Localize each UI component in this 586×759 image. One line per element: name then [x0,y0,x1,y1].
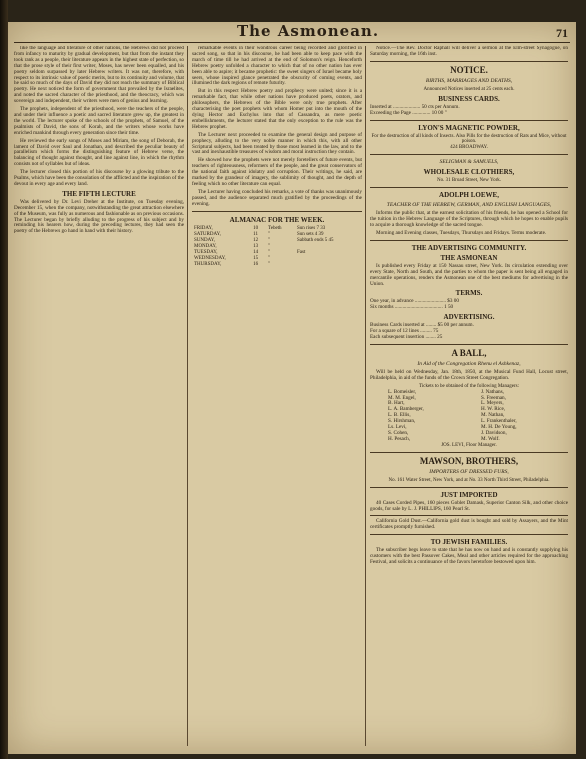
seligman-heading: WHOLESALE CLOTHIERS, [423,168,515,177]
manager-name: M. Nathan, [481,412,505,419]
manager-name: L. Meyers, [481,400,504,407]
divider [370,120,568,121]
manager-name: M. H. De Young, [481,424,517,431]
adolph-times: Morning and Evening classes, Tuesdays, Thursdays and Fridays. Terms moderate. [376,229,547,236]
seligman-address: No. 31 Broad Street, New York. [436,178,502,184]
manager-name: L. B. Ellis, [388,412,411,419]
manager-name: L. Frankenthaler, [481,418,517,425]
adolph-subheading: TEACHER OF THE HEBREW, GERMAN, AND ENGLISH LANGUAGES, [386,202,552,209]
asmonean-heading: THE ASMONEAN [440,253,498,262]
almanac-cell: " [268,261,271,267]
masthead: The Asmonean. [236,22,380,40]
column-3 [370,46,568,746]
notice-text: Notice.—The Rev. Doctor Raphall will deliver a sermon at the Elm-street Synagogue, on Saturday morning, the 16th inst. [370,46,568,57]
manager-name: H. Pesach, [388,435,411,442]
manager-name: L. Bomeisler, [388,388,417,395]
terms-heading: TERMS. [455,289,483,298]
almanac-cell: SATURDAY, [194,231,221,237]
newspaper-page [8,22,576,754]
book-spine [0,0,8,759]
lyons-heading: LYON'S MAGNETIC POWDER, [418,123,520,132]
almanac-title: ALMANAC FOR THE WEEK. [229,215,325,224]
almanac-cell: 12 [253,237,259,243]
mawson-heading: MAWSON, BROTHERS, [419,455,519,466]
almanac-cell [295,262,362,268]
almanac-table [192,226,362,268]
almanac-cell: WEDNESDAY, [194,255,226,261]
terms-line: One year, in advance ........................ $3 00 [370,298,459,305]
divider [370,344,568,345]
article-paragraph: The Lecturer having concluded his remarks, a vote of thanks was unanimously passed, and the audience separated much gratified by the proceedings of the evening. [192,188,362,207]
almanac-cell: 15 [253,255,259,261]
lyons-text: For the destruction of all kinds of Insects. Also Pills for the destruction of Rats and Mice, without poison. [371,133,567,145]
divider [370,452,568,453]
almanac-cell: Fast [297,249,306,255]
ball-heading: A BALL, [451,347,487,358]
divider [370,187,568,188]
manager-name: S. Hirshman, [388,418,416,425]
article-paragraph: But in this respect Hebrew poetry and prophecy were united; since it is a remarkable fact, that while other nations have produced poets, orators, and philosophers, the Hebrews of the Bible were only true prophets. After characterising the poet prophets with whom Homer put into the mouth of the dying Hector and Eschylus into that of Cassandra, as mere poetic embellishments, the lecturer stated that the only exception to the rule was the Hebrew prophet. [192,88,362,130]
article-paragraph: He reviewed the early songs of Moses and Miriam, the song of Deborah, the lament of David over Saul and Jonathan, and described the peculiar beauty of parallelism which forms the distinguishing feature of Hebrew verse, the balancing of thought against thought, and line against line, in which the rhythm consists not of syllables but of ideas. [14,137,184,168]
manager-name: J. Nathans, [481,388,504,395]
article-paragraph: The lecturer closed this portion of his discourse by a glowing tribute to the Psalms, which have been the consolation of the afflicted and the inspiration of the devout in every age and every land. [14,169,184,187]
ball-text: Will be held on Wednesday, Jan. 18th, 1850, at the Musical Fund Hall, Locust street, Philadelphia, in aid of the funds of the Crown Street Congregation. [370,368,568,381]
adolph-text: Informs the public that, at the earnest solicitation of his friends, he has opened a School for the tuition in the Hebrew Language of the Scriptures, through which he hopes to enable pupils to acquire a thorough knowledge of the sacred tongue. [370,210,568,228]
divider [370,534,568,535]
almanac-cell: TUESDAY, [194,249,218,255]
divider [370,154,568,155]
manager-name: M. Wolf. [481,435,500,442]
adv-rate-line: For a square of 12 lines ......... 75 [370,328,439,335]
manager-name: M. M. Engel, [388,394,416,401]
ball-managers-list [370,390,568,443]
business-cards-heading: BUSINESS CARDS. [438,94,500,103]
article-paragraph: The Lecturer next proceeded to examine the general design and purpose of prophecy, alluding to the very noble manner in which this, with all other Scriptural subjects, had been treated by those most learned in the law, and to the vast and inexhaustible treasures of wisdom and moral instruction they contain. [192,131,362,156]
column-1 [14,46,184,746]
imported-heading: JUST IMPORTED [440,490,498,499]
almanac-cell: Sun rises 7 33 [297,225,326,231]
article-paragraph: The prophets, independent of the priesthood, were the teachers of the people, and under their influence a poetic and sacred literature grew up, the greatest in the world. The lecturer spoke of the schools of the prophets, of Samuel, of the psalmists of David, the sons of Korah, and the writers whose works have enriched mankind through every generation since their time. [14,106,184,136]
jewish-families-text: The subscriber begs leave to state that he has now on hand and is constantly supplying his customers with the best Passover Cakes, Meal and other articles required for the approaching Festival, and solicits a continuance of the favors heretofore bestowed upon him. [370,547,568,566]
lyons-address: 424 BROADWAY. [450,145,488,151]
almanac-cell: " [268,249,271,255]
asmonean-text: Is published every Friday at 150 Nassau street, New York. Its circulation extending over every State, North and South, and the parties to whom the paper is sent being all engaged in mercantile operations, renders the Asmonean one of the best mediums for advertising in the Union. [370,262,568,287]
manager-name: L. A. Bamberger, [388,406,424,413]
almanac-cell: Sabbath ends 5 45 [297,237,334,243]
almanac-cell: SUNDAY, [194,237,215,243]
almanac-row [192,262,362,268]
notice-rate: Announced Notices inserted at 25 cents each. [423,86,515,92]
seligman-subheading: SELIGMAN & SAMUELS, [439,159,499,166]
section-heading: THE FIFTH LECTURE [62,189,136,198]
advertising-heading: THE ADVERTISING COMMUNITY. [411,243,527,252]
almanac-cell: 11 [253,231,258,237]
manager-name: J. Davidson, [481,430,507,436]
divider [370,515,568,516]
california-text: California Gold Dust.—California gold dust is bought and sold by Assayers, and the Mint certificates promptly furnished. [370,518,568,531]
column-divider [365,46,366,746]
business-line: Exceeding the Page .............. 10 00 " [370,109,447,116]
manager-name: H. W. Rice, [481,406,506,413]
adv-rate-line: Business Cards inserted at ........ $5 00 per annum. [370,322,474,329]
adv-rates-heading: ADVERTISING. [443,313,495,322]
notice-subheading: BIRTHS, MARRIAGES AND DEATHS, [425,77,513,84]
mawson-text: No. 161 Water Street, New York, and at No. 33 North Third Street, Philadelphia. [388,477,550,483]
article-paragraph: He showed how the prophets were not merely foretellers of future events, but teachers of righteousness, reformers of the people, and the great conservators of the national faith against idolatry and corruption. Their writings, he said, are marked by the grandeur of imagery, the sublimity of thought, and the depth of feeling which no other literature can equal. [192,157,362,187]
masthead-rule [14,42,570,43]
almanac-cell: " [268,243,271,249]
almanac-cell: 16 [253,261,259,267]
divider [370,61,568,62]
page-number: 71 [556,26,568,40]
adv-rate-line: Each subsequent insertion ........ 25 [370,334,443,341]
manager-name: B. Hart, [388,400,405,407]
column-2 [192,46,362,746]
divider [370,240,568,241]
almanac-cell: MONDAY, [194,243,217,249]
mawson-subheading: IMPORTERS OF DRESSED FURS, [429,468,509,475]
almanac [192,216,362,268]
terms-line: Six months ..................................... 1 50 [370,304,454,311]
almanac-cell: " [268,255,271,261]
jewish-families-heading: TO JEWISH FAMILIES. [430,538,508,547]
article-paragraph: remarkable events in their wondrous career being recorded and glorified in sacred song, so that in his discourse, he had been able to keep pace with the march of time till he had arrived at the end of Solomon's reign. Henceforth Hebrew poetry unfolded a character to which that of no other nation has ever been able to aspire; it became prophetic: the sweet singers of Israel became holy seers, whose inspired glance penetrated the obscurity of coming events, and illumined the dark regions of remote futurity. [192,46,362,87]
article-paragraph: like the language and literature of other nations, the Hebrews did not proceed from infancy to maturity by gradual development, but that from the instant they took rank as a people, their literature appears in the highest state of perfection, so that the prose style of their first writer, Moses, has never been equalled, and his poetry seldom surpassed by later Hebrew writers. It was not, therefore, with respect to its intrinsic value of poetic merits, but to its continuity and volume, that he said so much of the days of David they did not reach the summary of Biblical poetry. He next noticed the form of government that prevailed by the Israelites, and noted the sacred character of the priesthood, and the theocracy, which was sovereign and independent, their writers were men of genius and learning. [14,46,184,105]
adolph-heading: ADOLPH LOEWE, [439,191,499,200]
almanac-cell: " [268,237,271,243]
ball-subheading: In Aid of the Congregation Rhenu el Ashkenaz, [417,360,521,367]
ball-secretary: JOS. LEVI, Floor Manager. [441,442,497,448]
divider [370,487,568,488]
almanac-cell: THURSDAY, [194,261,222,267]
manager-name: Ls. Levi, [388,424,407,431]
almanac-cell: Sun sets 4 39 [297,231,324,237]
almanac-cell: 13 [253,243,259,249]
almanac-cell: " [268,231,271,237]
almanac-cell: 14 [253,249,259,255]
almanac-cell: 10 [253,225,259,231]
column-divider [187,46,188,746]
imported-text: 40 Cases Corded Pipes, 160 pieces Goblet Damask, Superior Canton Silk, and other choice goods, for sale by L. J. PHILLIPS, 160 Pearl St. [370,499,568,512]
ball-managers-title: Tickets to be obtained of the following Managers: [419,383,519,389]
manager-name: S. Cohen, [388,430,409,436]
almanac-cell: Tebeth [268,225,282,231]
divider [192,211,362,212]
notice-heading: NOTICE. [450,64,488,75]
article-paragraph: Was delivered by Dr. Levi Dreher at the Institute, on Tuesday evening, December 15, when the company, notwithstanding the great attraction elsewhere of the Museum, was fully as numerous and fashionable as on previous occasions. The Lecturer began by briefly alluding to the progress of his subject and by reminding his hearers how, during the preceding lectures, they had seen the poetry of the Hebrews go hand in hand with their history. [14,198,184,235]
almanac-cell: FRIDAY, [194,225,213,231]
manager-name: S. Freeman, [481,394,506,401]
business-line: Inserted at ..................... 50 cts per Annum. [370,103,460,110]
